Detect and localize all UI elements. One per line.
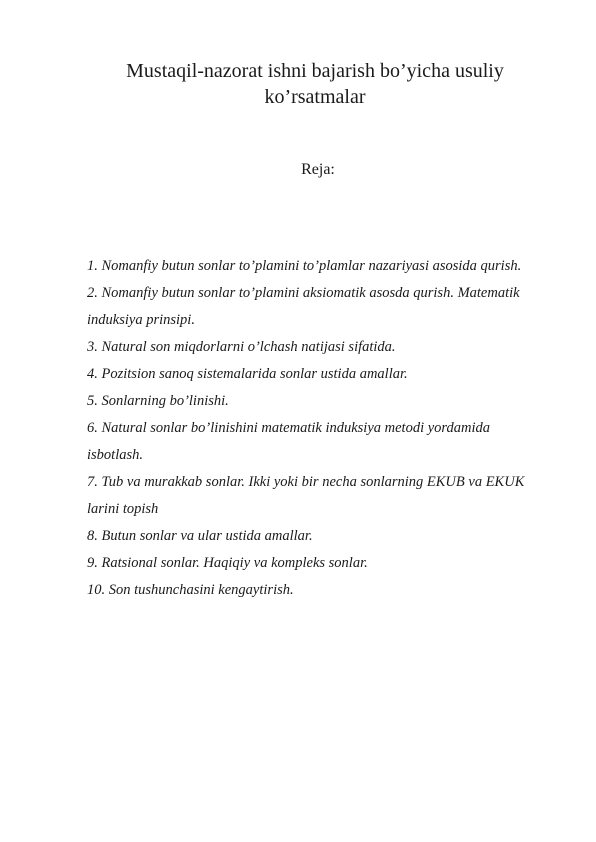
plan-item: 9. Ratsional sonlar. Haqiqiy va kompleks sonlar.	[87, 555, 368, 571]
document-title: Mustaqil-nazorat ishni bajarish bo’yicha usuliy ko’rsatmalar	[126, 60, 504, 108]
plan-item: 8. Butun sonlar va ular ustida amallar.	[87, 528, 313, 544]
plan-list	[87, 253, 547, 604]
plan-item: 4. Pozitsion sanoq sistemalarida sonlar ustida amallar.	[87, 366, 408, 382]
plan-item: 1. Nomanfiy butun sonlar to’plamini to’plamlar nazariyasi asosida qurish.	[87, 258, 522, 274]
plan-heading: Reja:	[301, 161, 335, 178]
plan-item: 10. Son tushunchasini kengaytirish.	[87, 582, 294, 598]
plan-item: 5. Sonlarning bo’linishi.	[87, 393, 229, 409]
plan-item: 2. Nomanfiy butun sonlar to’plamini aksiomatik asosda qurish. Matematik induksiya prinsipi.	[87, 285, 520, 328]
plan-item: 7. Tub va murakkab sonlar. Ikki yoki bir necha sonlarning EKUB va EKUK larini topish	[87, 474, 525, 517]
plan-item: 3. Natural son miqdorlarni o’lchash natijasi sifatida.	[87, 339, 396, 355]
plan-item: 6. Natural sonlar bo’linishini matematik induksiya metodi yordamida isbotlash.	[87, 420, 491, 463]
